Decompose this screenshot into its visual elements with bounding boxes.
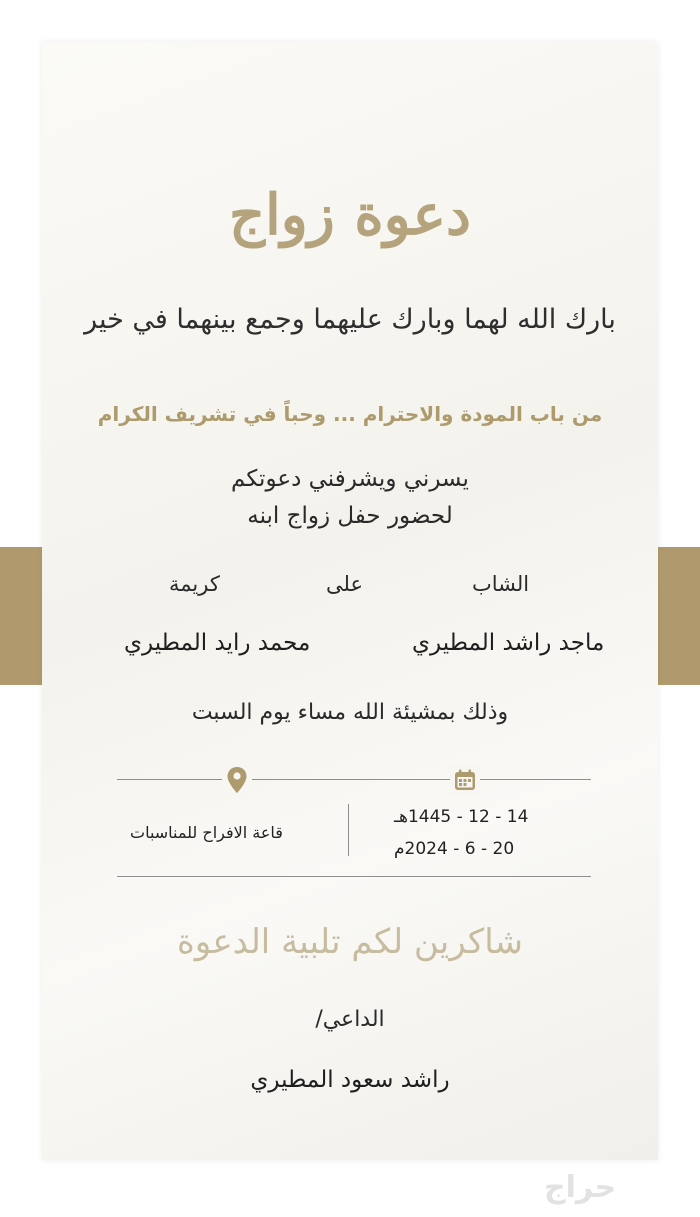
host-name: راشد سعود المطيري <box>250 1067 450 1093</box>
date-hijri: 14 - 12 - 1445هـ <box>394 807 529 827</box>
watermark: حراج <box>544 1170 617 1205</box>
groom-name: ماجد راشد المطيري <box>412 630 605 656</box>
intro-line-2: لحضور حفل زواج ابنه <box>247 503 453 529</box>
divider-bottom <box>117 876 591 877</box>
divider-top <box>117 779 591 780</box>
details-divider <box>348 804 349 856</box>
connector-label: على <box>326 572 363 596</box>
host-label: الداعي/ <box>315 1007 385 1032</box>
thanks-text: شاكرين لكم تلبية الدعوة <box>176 922 524 962</box>
invitation-title: دعوة زواج <box>229 182 471 248</box>
groom-label: الشاب <box>472 572 530 596</box>
invitation-card <box>42 42 658 1160</box>
location-pin-icon <box>222 764 252 796</box>
blessing-text: بارك الله لهما وبارك عليهما وجمع بينهما في خير <box>84 304 616 335</box>
date-gregorian: 20 - 6 - 2024م <box>394 839 515 859</box>
event-time: وذلك بمشيئة الله مساء يوم السبت <box>191 700 509 725</box>
welcome-text: من باب المودة والاحترام ... وحباً في تشريف الكرام <box>97 402 603 426</box>
bride-label: كريمة <box>169 572 220 596</box>
intro-line-1: يسرني ويشرفني دعوتكم <box>231 466 469 492</box>
bride-father-name: محمد رايد المطيري <box>124 630 311 656</box>
calendar-icon <box>450 764 480 796</box>
venue-text: قاعة الافراح للمناسبات <box>130 823 283 842</box>
